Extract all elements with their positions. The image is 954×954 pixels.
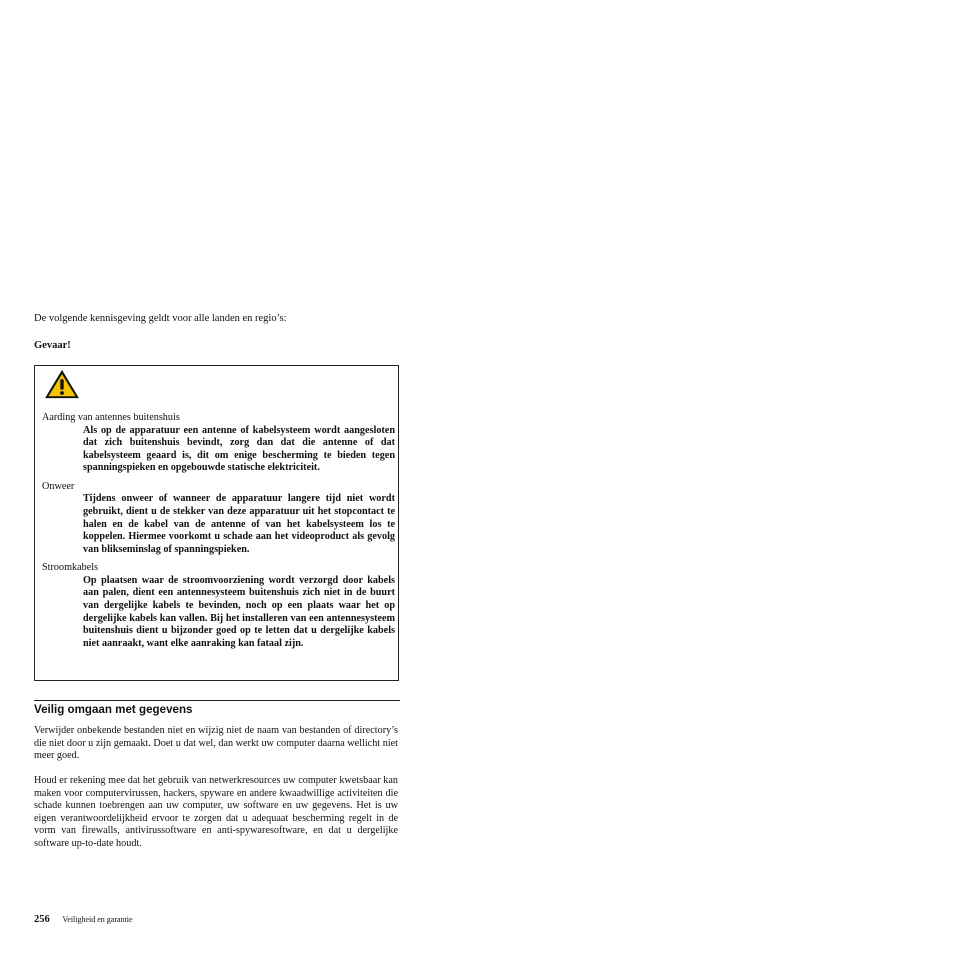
warning-section-body: Tijdens onweer of wanneer de apparatuur langere tijd niet wordt gebruikt, dient u de stekker van deze apparatuur uit het stopcontact te halen en de kabel van de antenne of van het kabelsysteem los te koppelen. Hiermee voorkomt u schade aan het videoproduct als gevolg van blikseminslag of spanningspieken.: [83, 493, 395, 555]
warning-section-thunderstorm: [42, 480, 395, 556]
warning-section-title: Onweer: [42, 480, 75, 492]
danger-label: Gevaar!: [34, 340, 71, 351]
warning-section-body: Als op de apparatuur een antenne of kabelsysteem wordt aangesloten dat zich buitenshuis bevindt, zorg dan dat die antenne of dat kabelsysteem geaard is, dit om enige bescherming te bieden tegen spanningspieken en opgebouwde statische elektriciteit.: [83, 424, 395, 474]
book-title: Veiligheid en garantie: [62, 915, 133, 924]
warning-section-title: Aarding van antennes buitenshuis: [42, 412, 180, 423]
section-heading: Veilig omgaan met gegevens: [34, 703, 193, 716]
warning-triangle-icon: [43, 368, 81, 400]
warning-section-body: Op plaatsen waar de stroomvoorziening wordt verzorgd door kabels aan palen, dient een antennesysteem buitenshuis zich niet in de buurt van dergelijke kabels te bevinden, noch op een plaats waar het op dergelijke kabels kan vallen. Bij het installeren van een antennesysteem buitenshuis dient u bijzonder goed op te letten dat u dergelijke kabels niet aanraakt, want elke aanraking kan fataal zijn.: [83, 574, 395, 649]
warning-section-power-lines: [42, 562, 395, 650]
warning-section-antenna-grounding: [42, 412, 395, 475]
danger-notice-box: [34, 365, 399, 681]
page-number: 256: [34, 914, 50, 925]
body-paragraph: Houd er rekening mee dat het gebruik van netwerkresources uw computer kwetsbaar kan maken voor computervirussen, hackers, spyware en andere kwaadwillige activiteiten die schade kunnen toebrengen aan uw computer, uw software en uw gegevens. Het is uw eigen verantwoordelijkheid ervoor te zorgen dat u adequaat bescherming regelt in de vorm van firewalls, antivirussoftware en anti-spywaresoftware, en dat u dergelijke software up-to-date houdt.: [34, 775, 398, 849]
warning-section-title: Stroomkabels: [42, 562, 99, 574]
page-footer: [34, 913, 133, 926]
body-paragraph: Verwijder onbekende bestanden niet en wijzig niet de naam van bestanden of directory’s die niet door u zijn gemaakt. Doet u dat wel, dan werkt uw computer daarna wellicht niet meer goed.: [34, 725, 398, 762]
intro-text: De volgende kennisgeving geldt voor alle landen en regio’s:: [34, 313, 287, 324]
warning-sections: [42, 412, 395, 650]
section-divider: [34, 700, 400, 701]
